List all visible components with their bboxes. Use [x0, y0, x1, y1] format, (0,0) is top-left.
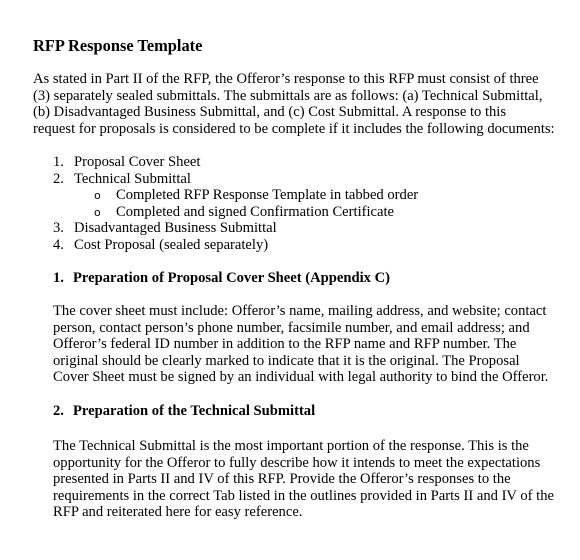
document-title: RFP Response Template	[33, 36, 203, 55]
paragraph-line: The Technical Submittal is the most important portion of the response. This is the	[53, 438, 529, 454]
list-item	[53, 171, 418, 188]
hollow-bullet-icon: o	[94, 189, 101, 203]
list-item	[53, 220, 418, 237]
list-item	[53, 237, 418, 254]
intro-line: (b) Disadvantaged Business Submittal, and (c) Cost Submittal. A response to this	[33, 104, 507, 121]
sub-list-item	[53, 204, 418, 221]
section-number: 1.	[53, 270, 64, 286]
list-item-text: Proposal Cover Sheet	[74, 154, 201, 170]
paragraph-line: requirements in the correct Tab listed in the outlines provided in Parts II and IV of the	[53, 487, 554, 504]
section-paragraph	[53, 438, 554, 521]
section-title: Preparation of Proposal Cover Sheet (Appendix C)	[73, 270, 391, 286]
intro-paragraph	[33, 71, 555, 137]
intro-line: request for proposals is considered to be complete if it includes the following documents:	[33, 120, 555, 137]
section-paragraph	[53, 303, 548, 386]
paragraph-line: presented in Parts II and IV of this RFP. Provide the Offeror’s responses to the	[53, 471, 511, 488]
section-number: 2.	[53, 403, 64, 419]
paragraph-line: Cover Sheet must be signed by an individual with legal authority to bind the Offeror.	[53, 369, 549, 386]
list-item-text: Technical Submittal	[74, 170, 191, 187]
list-item-number: 4.	[53, 236, 64, 253]
sub-list-item-text: Completed RFP Response Template in tabbed order	[116, 187, 419, 204]
list-item-number: 1.	[53, 154, 64, 170]
sub-list-item	[53, 187, 418, 204]
paragraph-line: The cover sheet must include: Offeror’s name, mailing address, and website; contact	[53, 303, 547, 319]
section-heading	[53, 270, 390, 287]
list-item-text: Disadvantaged Business Submittal	[74, 220, 277, 237]
paragraph-line: person, contact person’s phone number, facsimile number, and email address; and	[53, 319, 530, 336]
sub-list-item-text: Completed and signed Confirmation Certificate	[116, 203, 395, 220]
paragraph-line: opportunity for the Offeror to fully describe how it intends to meet the expectations	[53, 454, 541, 471]
paragraph-line: original should be clearly marked to indicate that it is the original. The Proposal	[53, 352, 520, 369]
list-item-number: 3.	[53, 220, 64, 237]
hollow-bullet-icon: o	[94, 205, 101, 219]
section-title: Preparation of the Technical Submittal	[73, 403, 316, 419]
documents-list	[53, 154, 418, 254]
paragraph-line: RFP and reiterated here for easy reference.	[53, 504, 303, 521]
list-item	[53, 154, 418, 171]
section-heading	[53, 403, 315, 420]
paragraph-line: Offeror’s federal ID number in addition to the RFP name and RFP number. The	[53, 336, 517, 353]
intro-line: (3) separately sealed submittals. The submittals are as follows: (a) Technical Submittal,	[33, 87, 543, 104]
list-item-number: 2.	[53, 170, 64, 187]
list-item-text: Cost Proposal (sealed separately)	[74, 236, 269, 253]
intro-line: As stated in Part II of the RFP, the Offeror’s response to this RFP must consist of three	[33, 71, 539, 87]
